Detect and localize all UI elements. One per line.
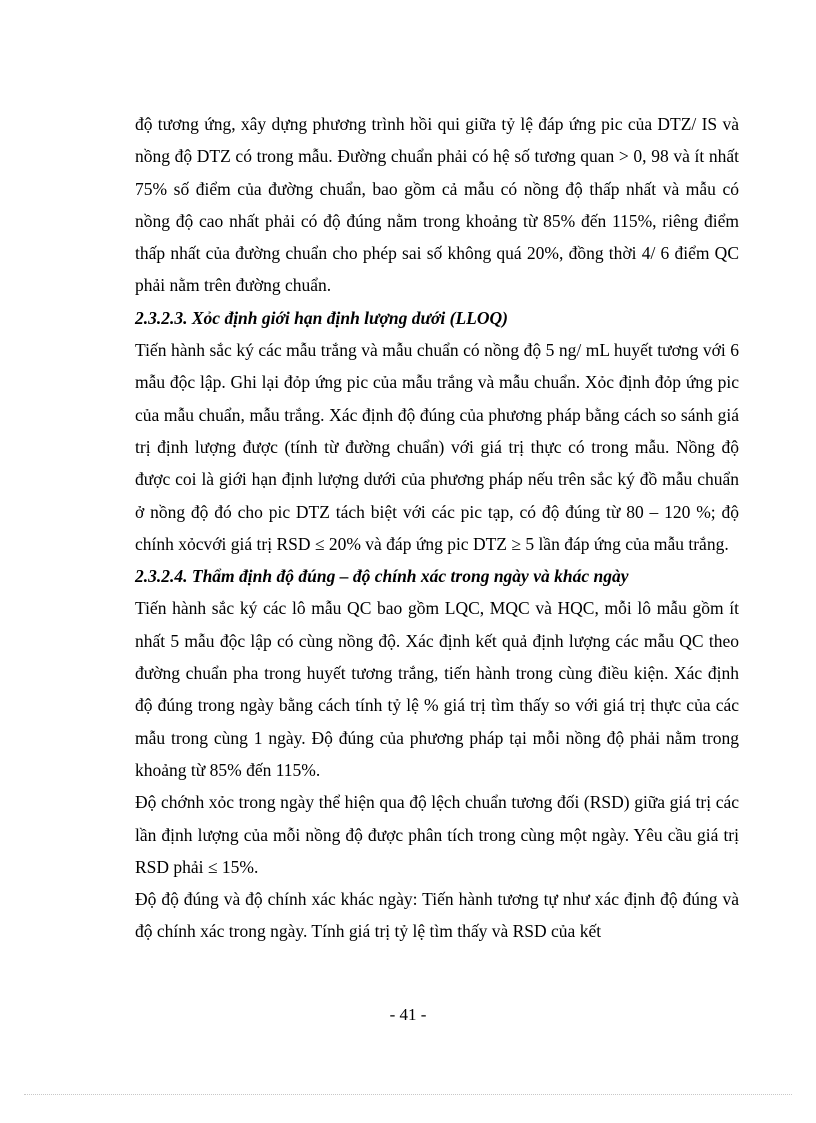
paragraph-within-day-precision: Độ chớnh xỏc trong ngày thể hiện qua độ lệch chuẩn tương đối (RSD) giữa giá trị các lần định lượng của mỗi nồng độ được phân tích trong cùng một ngày. Yêu cầu giá trị RSD phải ≤ 15%. <box>135 792 739 877</box>
paragraph-calibration-criteria: độ tương ứng, xây dựng phương trình hồi qui giữa tỷ lệ đáp ứng pic của DTZ/ IS và nồng độ DTZ có trong mẫu. Đường chuẩn phải có hệ số tương quan > 0, 98 và ít nhất 75% số điểm của đường chuẩn, bao gồm cả mẫu có nồng độ thấp nhất và mẫu có nồng độ cao nhất phải có độ đúng nằm trong khoảng từ 85% đến 115%, riêng điểm thấp nhất của đường chuẩn cho phép sai số không quá 20%, đồng thời 4/ 6 điểm QC phải nằm trên đường chuẩn. <box>135 114 739 296</box>
paragraph-within-day-accuracy: Tiến hành sắc ký các lô mẫu QC bao gồm LQC, MQC và HQC, mỗi lô mẫu gồm ít nhất 5 mẫu độc lập có cùng nồng độ. Xác định kết quả định lượng các mẫu QC theo đường chuẩn pha trong huyết tương trắng, tiến hành trong cùng điều kiện. Xác định độ đúng trong ngày bằng cách tính tỷ lệ % giá trị tìm thấy so với giá trị thực của các mẫu trong cùng 1 ngày. Độ đúng của phương pháp tại mỗi nồng độ phải nằm trong khoảng từ 85% đến 115%. <box>135 598 739 780</box>
page-bottom-divider <box>24 1094 792 1095</box>
paragraph-between-day: Độ độ đúng và độ chính xác khác ngày: Tiến hành tương tự như xác định độ đúng và độ chính xác trong ngày. Tính giá trị tỷ lệ tìm thấy và RSD của kết <box>135 889 739 942</box>
section-heading-accuracy-precision: 2.3.2.4. Thẩm định độ đúng – độ chính xác trong ngày và khác ngày <box>135 566 629 587</box>
body-text <box>135 108 739 948</box>
paragraph-lloq: Tiến hành sắc ký các mẫu trắng và mẫu chuẩn có nồng độ 5 ng/ mL huyết tương với 6 mẫu độc lập. Ghi lại đỏp ứng pic của mẫu trắng và mẫu chuẩn. Xỏc định đỏp ứng pic của mẫu chuẩn, mẫu trắng. Xác định độ đúng của phương pháp bằng cách so sánh giá trị định lượng được (tính từ đường chuẩn) với giá trị thực có trong mẫu. Nồng độ được coi là giới hạn định lượng dưới của phương pháp nếu trên sắc ký đồ mẫu chuẩn ở nồng độ đó cho pic DTZ tách biệt với các pic tạp, có độ đúng từ 80 – 120 %; độ chính xỏcvới giá trị RSD ≤ 20% và đáp ứng pic DTZ ≥ 5 lần đáp ứng của mẫu trắng. <box>135 340 739 554</box>
page-number: - 41 - <box>389 1005 427 1024</box>
section-heading-lloq: 2.3.2.3. Xỏc định giới hạn định lượng dưới (LLOQ) <box>135 307 508 328</box>
